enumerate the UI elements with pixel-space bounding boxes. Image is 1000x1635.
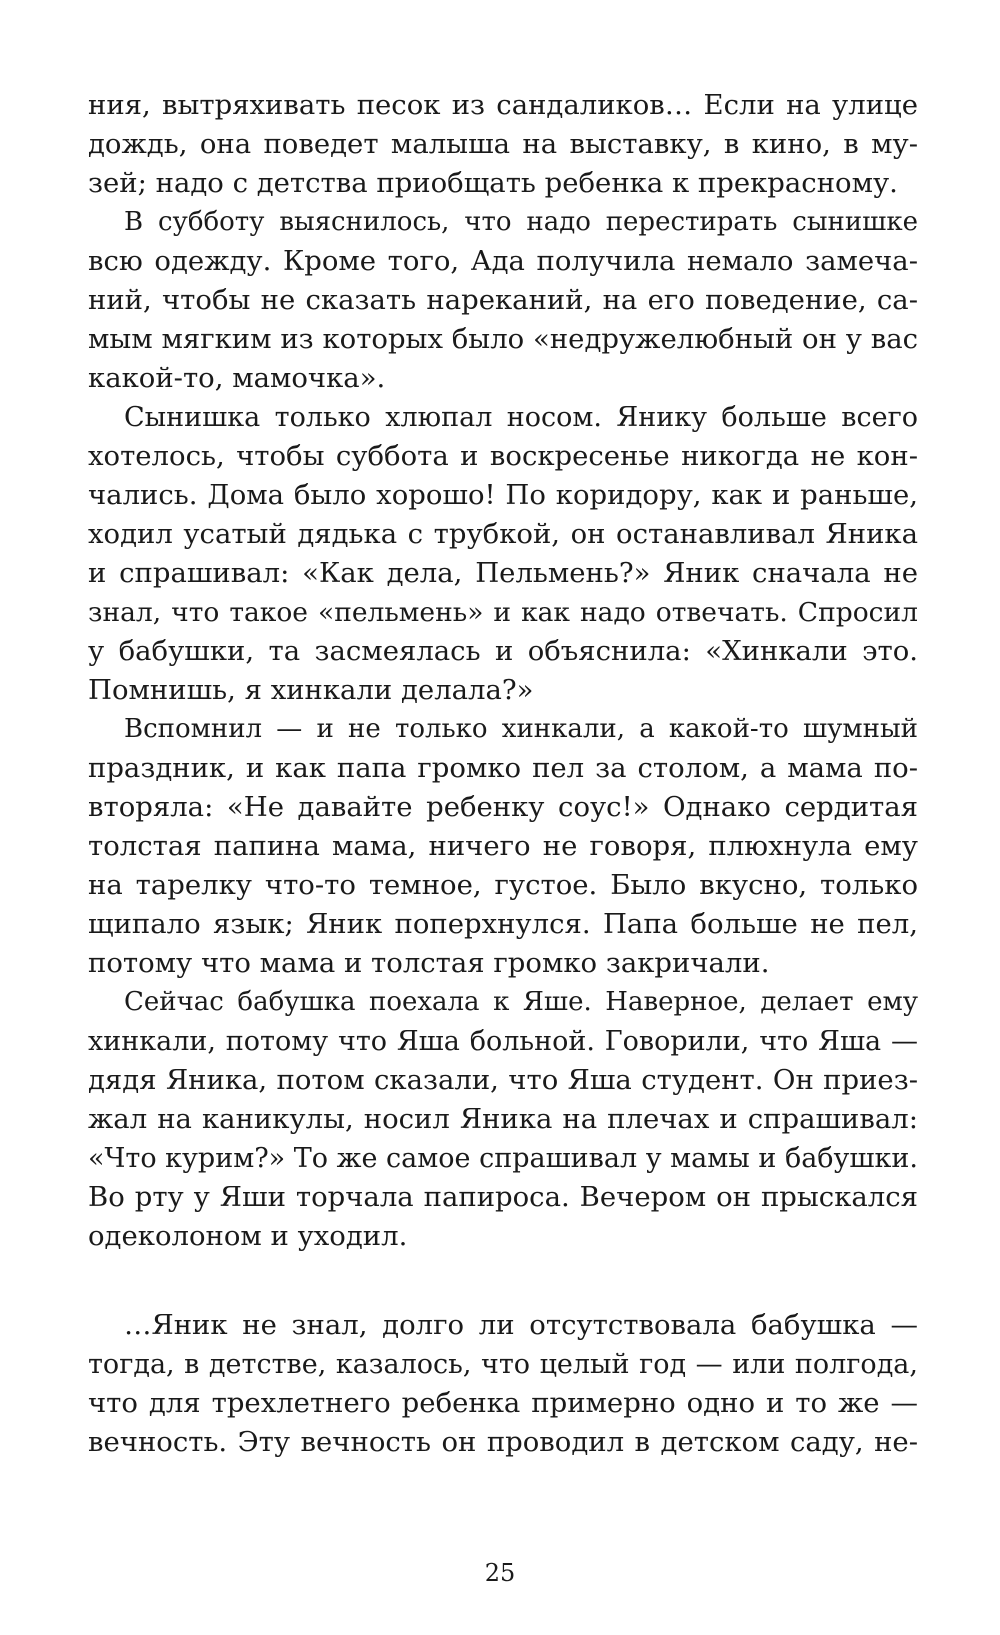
text-line: ходил усатый дядька с трубкой, он останавливал Яника <box>88 518 918 550</box>
text-line: на тарелку что-то темное, густое. Было вкусно, только <box>88 869 918 901</box>
paragraph-1 <box>88 86 918 203</box>
text-line: дождь, она поведет малыша на выставку, в кино, в му- <box>88 128 918 160</box>
text-line: что для трехлетнего ребенка примерно одно и то же — <box>88 1387 918 1419</box>
text-line: толстая папина мама, ничего не говоря, плюхнула ему <box>88 830 918 862</box>
text-line: зей; надо с детства приобщать ребенка к прекрасному. <box>88 167 898 199</box>
text-line: жал на каникулы, носил Яника на плечах и спрашивал: <box>88 1103 918 1135</box>
text-line: всю одежду. Кроме того, Ада получила немало замеча- <box>88 245 918 277</box>
text-line: тогда, в детстве, казалось, что целый год — или полгода, <box>88 1349 918 1380</box>
paragraph-3 <box>88 398 918 710</box>
text-line: чались. Дома было хорошо! По коридору, как и раньше, <box>88 479 918 511</box>
text-line: потому что мама и толстая громко закричали. <box>88 947 770 979</box>
text-line: мым мягким из которых было «недружелюбный он у вас <box>88 323 918 355</box>
text-line: хинкали, потому что Яша больной. Говорили, что Яша — <box>88 1026 918 1057</box>
text-line: знал, что такое «пельмень» и как надо отвечать. Спросил <box>88 597 918 628</box>
text-line: ния, вытряхивать песок из сандаликов… Если на улице <box>88 89 918 121</box>
main-text-block <box>88 86 918 1256</box>
text-line: Сейчас бабушка поехала к Яше. Наверное, делает ему <box>124 987 918 1017</box>
text-line: праздник, и как папа громко пел за столом, а мама по- <box>88 752 918 784</box>
text-line: Вспомнил — и не только хинкали, а какой-то шумный <box>124 714 918 744</box>
text-line: «Что курим?» То же самое спрашивал у мамы и бабушки. <box>88 1143 918 1174</box>
text-line: В субботу выяснилось, что надо перестирать сынишке <box>124 207 918 237</box>
page-number: 25 <box>484 1559 516 1587</box>
section-text-block <box>88 1306 918 1462</box>
paragraph-2 <box>88 203 918 398</box>
paragraph-4 <box>88 710 918 983</box>
text-line: одеколоном и уходил. <box>88 1220 408 1252</box>
text-line: Во рту у Яши торчала папироса. Вечером он прыскался <box>88 1181 918 1213</box>
text-line: какой-то, мамочка». <box>88 362 386 394</box>
text-line: дядя Яника, потом сказали, что Яша студент. Он приез- <box>88 1064 918 1096</box>
text-line: вторяла: «Не давайте ребенку соус!» Однако сердитая <box>88 791 918 823</box>
paragraph-5 <box>88 983 918 1256</box>
text-line: и спрашивал: «Как дела, Пельмень?» Яник сначала не <box>88 557 918 589</box>
paragraph-6 <box>88 1306 918 1462</box>
text-line: щипало язык; Яник поперхнулся. Папа больше не пел, <box>88 908 918 940</box>
text-line: хотелось, чтобы суббота и воскресенье никогда не кон- <box>88 440 918 472</box>
text-line: …Яник не знал, долго ли отсутствовала бабушка — <box>124 1309 918 1341</box>
text-line: ний, чтобы не сказать нареканий, на его поведение, са- <box>88 284 918 316</box>
text-line: у бабушки, та засмеялась и объяснила: «Хинкали это. <box>88 635 918 667</box>
text-line: Помнишь, я хинкали делала?» <box>88 674 534 706</box>
text-line: Сынишка только хлюпал носом. Янику больше всего <box>124 402 918 433</box>
text-line: вечность. Эту вечность он проводил в детском саду, не- <box>88 1426 918 1458</box>
